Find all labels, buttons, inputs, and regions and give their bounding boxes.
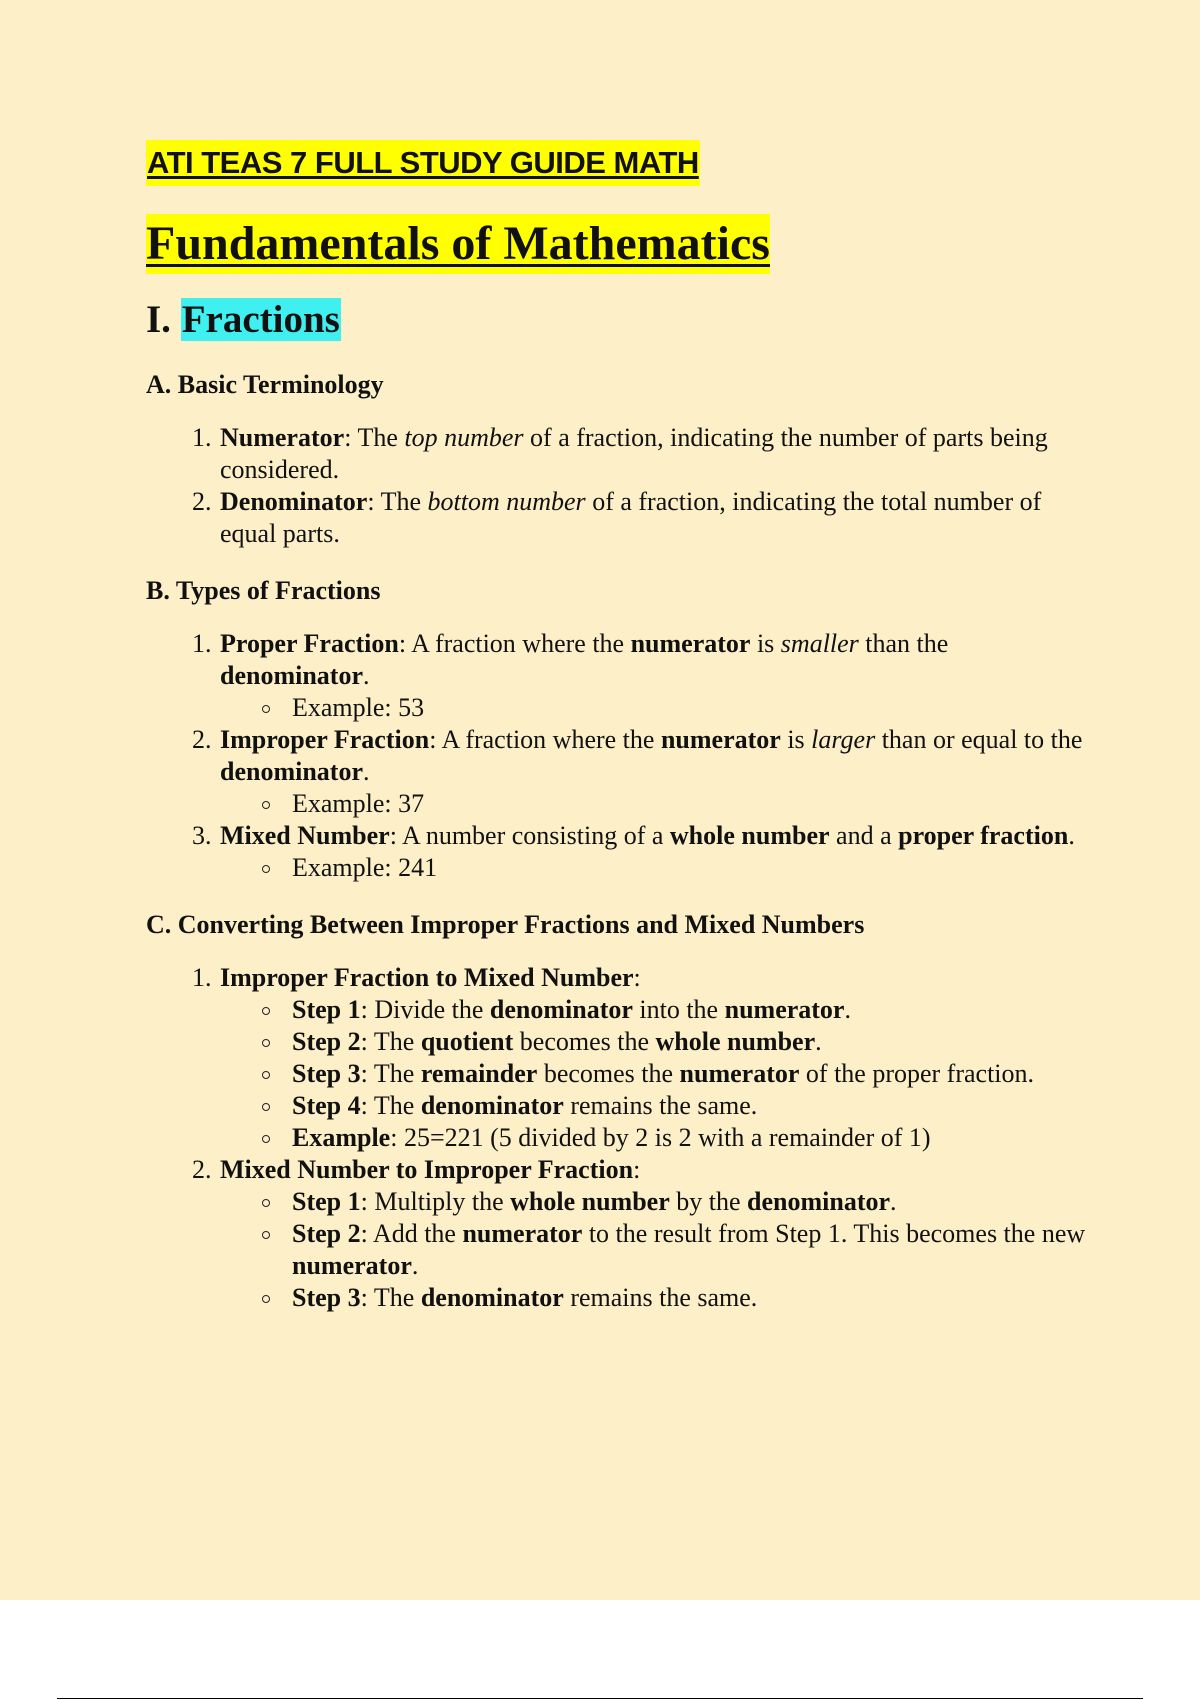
step-label: Example (292, 1123, 391, 1152)
text: : A fraction where the (398, 629, 631, 658)
text: : The (367, 487, 428, 516)
text: : Multiply the (360, 1187, 511, 1216)
text: remains the same. (563, 1091, 758, 1120)
step-label: Step 2 (292, 1027, 361, 1056)
emphasis: smaller (780, 629, 859, 658)
term: Improper Fraction (220, 725, 430, 754)
term: Numerator (220, 423, 345, 452)
subsection-converting: C. Converting Between Improper Fractions and Mixed Numbers (146, 910, 865, 939)
text: is (780, 725, 812, 754)
text: : The (360, 1027, 421, 1056)
list-item (218, 820, 1096, 884)
text: . (363, 661, 370, 690)
term: Proper Fraction (220, 629, 399, 658)
text: : The (360, 1091, 421, 1120)
text: . (815, 1027, 822, 1056)
text: : The (360, 1059, 421, 1088)
section-heading (146, 296, 1096, 344)
step-item (292, 1282, 1096, 1314)
bold-text: numerator (462, 1219, 583, 1248)
document-content (146, 140, 1096, 1314)
step-item (292, 1218, 1096, 1282)
emphasis: bottom number (427, 487, 586, 516)
steps-list (220, 1186, 1096, 1314)
sub-list (220, 852, 1096, 884)
guide-banner: ATI TEAS 7 FULL STUDY GUIDE MATH (146, 140, 700, 186)
bold-text: denominator (489, 995, 633, 1024)
term: Improper Fraction to Mixed Number (220, 963, 634, 992)
bold-text: denominator (420, 1283, 564, 1312)
bold-text: denominator (420, 1091, 564, 1120)
section-number: I. (146, 298, 171, 341)
list-item (218, 962, 1096, 1154)
step-label: Step 4 (292, 1091, 361, 1120)
text: of a fraction, indicating the number of parts being considered. (220, 423, 1048, 484)
text: . (890, 1187, 897, 1216)
text: : The (344, 423, 405, 452)
terminology-list (146, 422, 1096, 550)
text: than or equal to the (875, 725, 1083, 754)
text: of the proper fraction. (799, 1059, 1035, 1088)
term: Mixed Number (220, 821, 390, 850)
bold-text: whole number (510, 1187, 670, 1216)
step-label: Step 3 (292, 1283, 361, 1312)
step-label: Step 2 (292, 1219, 361, 1248)
example-item: Example: 241 (292, 852, 1096, 884)
text: : A number consisting of a (389, 821, 670, 850)
bold-text: denominator (747, 1187, 891, 1216)
steps-list (220, 994, 1096, 1154)
bold-text: numerator (292, 1251, 412, 1280)
text: : (633, 1155, 641, 1184)
step-item (292, 1026, 1096, 1058)
subsection-basic-terminology: A. Basic Terminology (146, 370, 384, 399)
list-item (218, 628, 1096, 724)
step-item (292, 1058, 1096, 1090)
text: : Add the (360, 1219, 463, 1248)
step-item (292, 994, 1096, 1026)
bold-text: quotient (420, 1027, 514, 1056)
step-item (292, 1090, 1096, 1122)
text: . (411, 1251, 419, 1280)
text: : 25=221 (5 divided by 2 is 2 with a remainder of 1) (390, 1123, 931, 1152)
bold-text: numerator (630, 629, 751, 658)
text: . (1068, 821, 1075, 850)
emphasis: larger (811, 725, 876, 754)
text: : The (360, 1283, 421, 1312)
page-divider (57, 1698, 1143, 1699)
step-item (292, 1186, 1096, 1218)
bold-text: denominator (220, 757, 363, 786)
converting-list (146, 962, 1096, 1314)
types-list (146, 628, 1096, 884)
sub-list (220, 692, 1096, 724)
bold-text: numerator (660, 725, 781, 754)
text: and a (829, 821, 899, 850)
bold-text: numerator (724, 995, 845, 1024)
text: becomes the (537, 1059, 680, 1088)
text: . (363, 757, 370, 786)
text: into the (632, 995, 725, 1024)
step-label: Step 1 (292, 1187, 361, 1216)
bold-text: proper fraction (898, 821, 1069, 850)
text: of a fraction, indicating the total number of equal parts. (220, 487, 1042, 548)
emphasis: top number (404, 423, 524, 452)
bold-text: remainder (420, 1059, 538, 1088)
main-title: Fundamentals of Mathematics (146, 214, 770, 274)
step-item (292, 1122, 1096, 1154)
list-item (218, 422, 1096, 486)
term: Denominator (220, 487, 368, 516)
sub-list (220, 788, 1096, 820)
subsection-types-of-fractions: B. Types of Fractions (146, 576, 381, 605)
bold-text: whole number (655, 1027, 816, 1056)
text: becomes the (513, 1027, 656, 1056)
bold-text: numerator (679, 1059, 800, 1088)
text: : Divide the (360, 995, 490, 1024)
text: . (844, 995, 851, 1024)
term: Mixed Number to Improper Fraction (220, 1155, 634, 1184)
list-item (218, 724, 1096, 820)
example-item: Example: 53 (292, 692, 1096, 724)
text: to the result from Step 1. This becomes the new (582, 1219, 1086, 1248)
example-item: Example: 37 (292, 788, 1096, 820)
text: : A fraction where the (429, 725, 661, 754)
list-item (218, 486, 1096, 550)
text: remains the same. (563, 1283, 758, 1312)
section-title: Fractions (181, 298, 340, 341)
list-item (218, 1154, 1096, 1314)
bold-text: whole number (669, 821, 830, 850)
text: than the (858, 629, 949, 658)
text: is (750, 629, 781, 658)
text: : (633, 963, 641, 992)
bold-text: denominator (220, 661, 363, 690)
step-label: Step 3 (292, 1059, 361, 1088)
step-label: Step 1 (292, 995, 361, 1024)
text: by the (669, 1187, 748, 1216)
